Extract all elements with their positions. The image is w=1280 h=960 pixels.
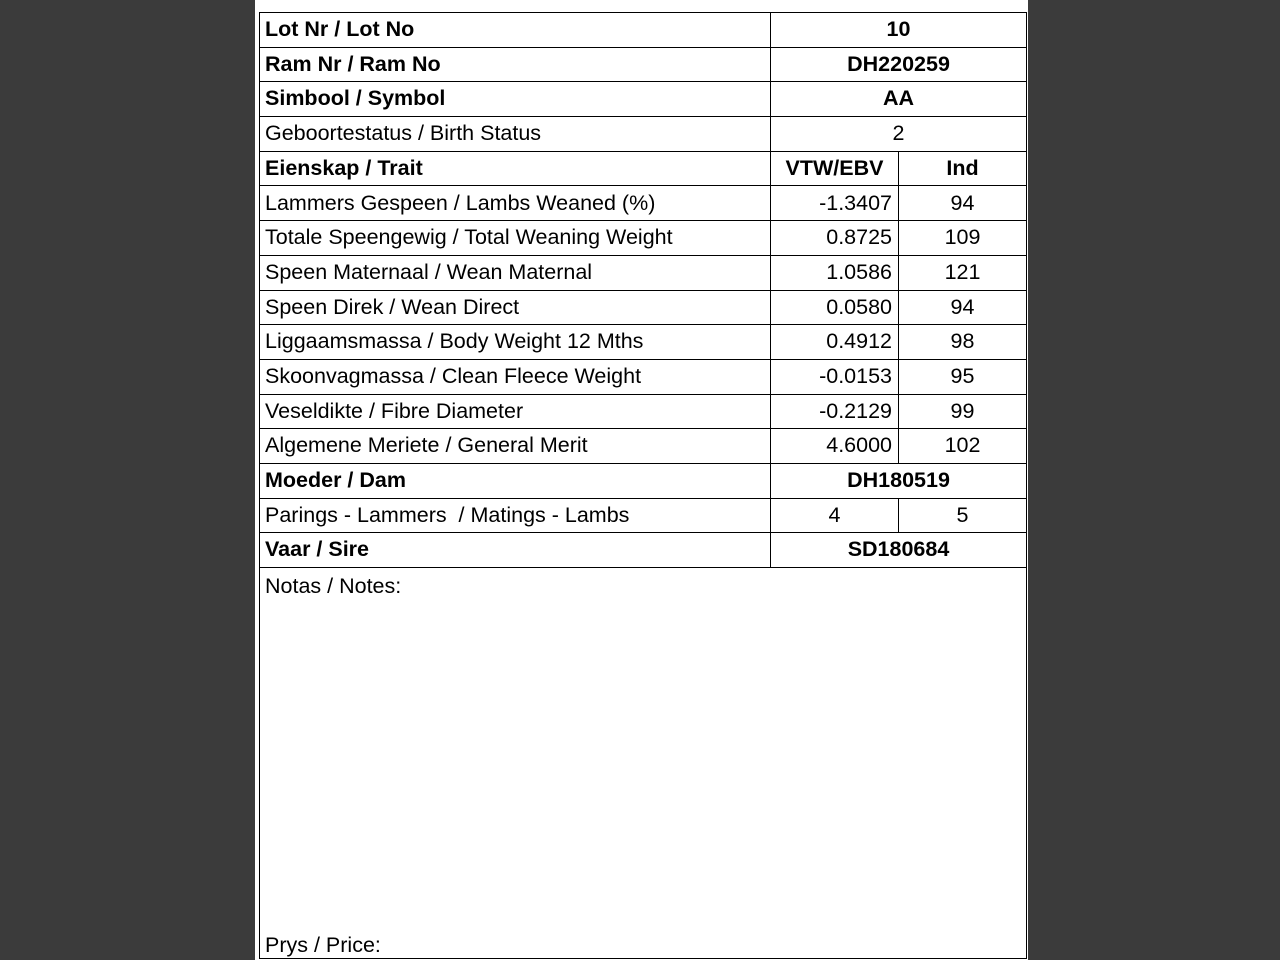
trait-row [260,255,1027,290]
sire-label: Vaar / Sire [260,533,771,568]
trait-ebv: -0.0153 [771,359,899,394]
trait-ebv: 0.0580 [771,290,899,325]
lot-label: Lot Nr / Lot No [260,13,771,48]
trait-ind: 121 [899,255,1027,290]
trait-ebv: 0.8725 [771,221,899,256]
notes-label: Notas / Notes: [265,574,402,598]
lot-sheet [255,0,1028,960]
birth-status-label: Geboortestatus / Birth Status [260,117,771,152]
symbol-label: Simbool / Symbol [260,82,771,117]
matings-row [260,498,1027,533]
lot-table [259,12,1027,959]
matings-value: 4 [771,498,899,533]
trait-ind: 102 [899,429,1027,464]
dam-label: Moeder / Dam [260,463,771,498]
trait-row [260,429,1027,464]
trait-label: Liggaamsmassa / Body Weight 12 Mths [260,325,771,360]
matings-label: Parings - Lammers / Matings - Lambs [260,498,771,533]
ram-label: Ram Nr / Ram No [260,47,771,82]
notes-row [260,568,1027,959]
trait-label: Veseldikte / Fibre Diameter [260,394,771,429]
symbol-value: AA [771,82,1027,117]
trait-ind: 109 [899,221,1027,256]
lot-value: 10 [771,13,1027,48]
trait-ebv: -1.3407 [771,186,899,221]
lambs-value: 5 [899,498,1027,533]
trait-row [260,394,1027,429]
birth-status-row [260,117,1027,152]
trait-row [260,290,1027,325]
sire-value: SD180684 [771,533,1027,568]
ram-value: DH220259 [771,47,1027,82]
trait-ebv: 0.4912 [771,325,899,360]
birth-status-value: 2 [771,117,1027,152]
trait-ebv: 1.0586 [771,255,899,290]
trait-ind: 99 [899,394,1027,429]
ebv-header: VTW/EBV [771,151,899,186]
trait-ind: 94 [899,290,1027,325]
trait-label: Speen Direk / Wean Direct [260,290,771,325]
trait-ebv: 4.6000 [771,429,899,464]
sire-row [260,533,1027,568]
trait-label: Speen Maternaal / Wean Maternal [260,255,771,290]
lot-row [260,13,1027,48]
trait-header-label: Eienskap / Trait [260,151,771,186]
trait-ebv: -0.2129 [771,394,899,429]
trait-label: Totale Speengewig / Total Weaning Weight [260,221,771,256]
ram-row [260,47,1027,82]
trait-ind: 94 [899,186,1027,221]
trait-label: Algemene Meriete / General Merit [260,429,771,464]
dam-value: DH180519 [771,463,1027,498]
trait-row [260,325,1027,360]
trait-row [260,186,1027,221]
trait-row [260,221,1027,256]
dam-row [260,463,1027,498]
trait-label: Skoonvagmassa / Clean Fleece Weight [260,359,771,394]
ind-header: Ind [899,151,1027,186]
trait-label: Lammers Gespeen / Lambs Weaned (%) [260,186,771,221]
trait-ind: 95 [899,359,1027,394]
traits-header-row [260,151,1027,186]
symbol-row [260,82,1027,117]
trait-row [260,359,1027,394]
notes-box [260,568,1027,959]
trait-ind: 98 [899,325,1027,360]
price-label: Prys / Price: [265,932,381,957]
